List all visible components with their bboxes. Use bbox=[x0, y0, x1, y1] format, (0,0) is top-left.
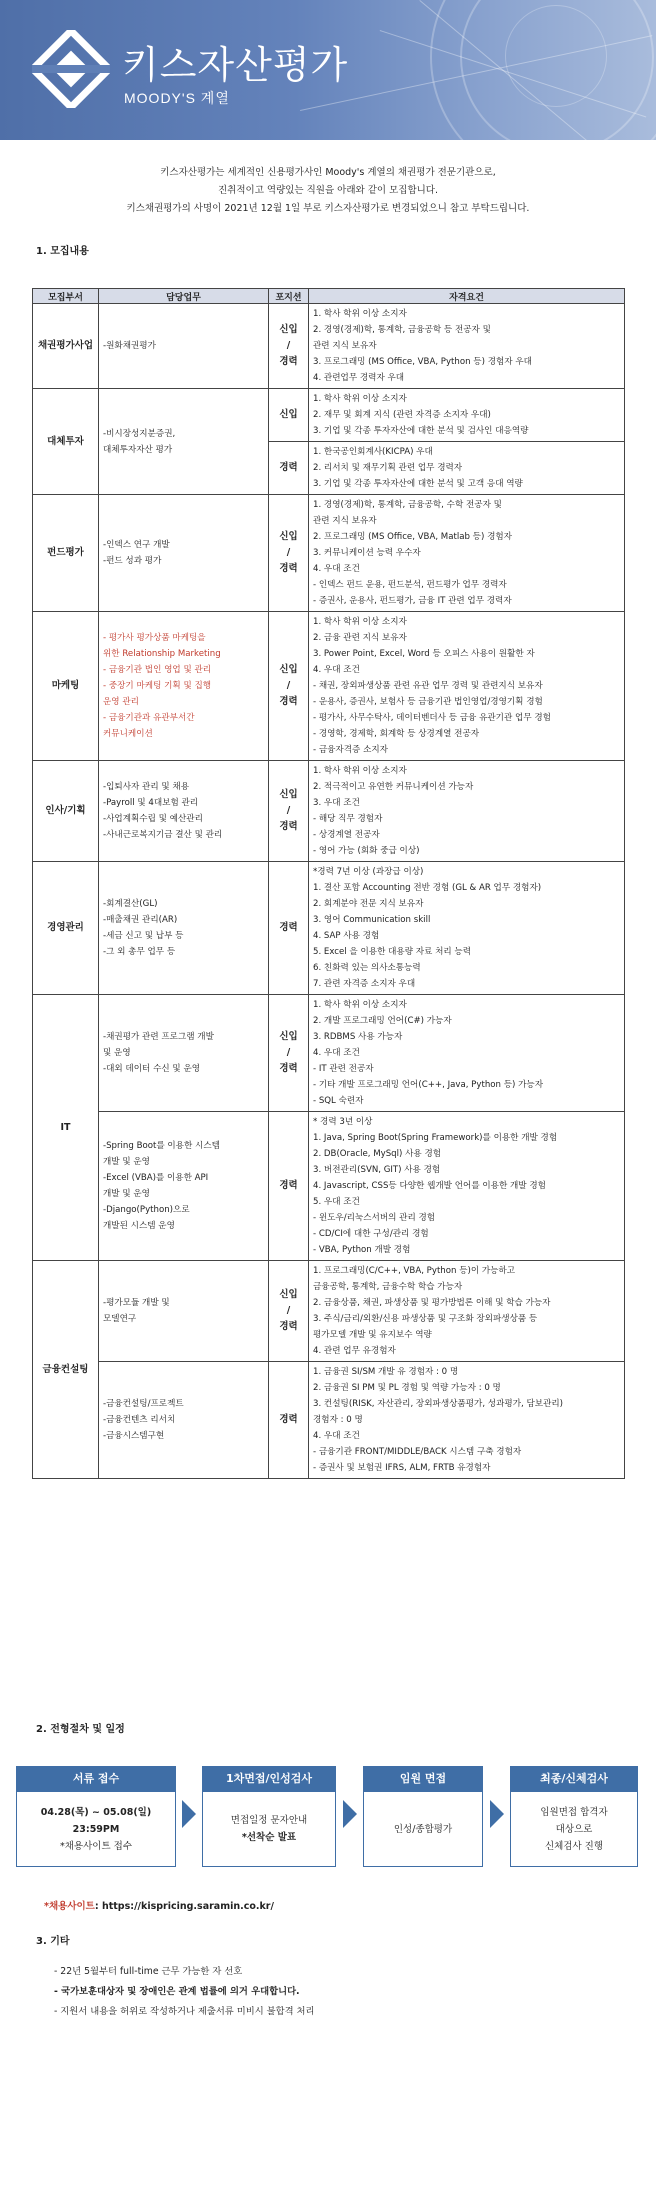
requirement-line: 2. 금융 관련 지식 보유자 bbox=[313, 633, 407, 643]
header-duty: 담당업무 bbox=[99, 289, 269, 304]
process-step-line: 04.28(목) ~ 05.08(일) 23:59PM bbox=[40, 1806, 152, 1835]
requirement-line: 3. 컨설팅(RISK, 자산관리, 장외파생상품평가, 성과평가, 담보관리) bbox=[313, 1399, 564, 1409]
requirement-line: 3. 영어 Communication skill bbox=[313, 915, 431, 925]
position-line: 경력 bbox=[279, 1414, 298, 1425]
position-cell bbox=[269, 995, 309, 1112]
requirement-line: 2. 경영(경제)학, 통계학, 금융공학 등 전공자 및 bbox=[313, 325, 491, 335]
etc-item: - 국가보훈대상자 및 장애인은 관계 법률에 의거 우대합니다. bbox=[54, 1986, 300, 1997]
duty-line: -비시장성지분증권, bbox=[103, 428, 176, 439]
table-row bbox=[33, 612, 625, 761]
position-line: 신입 bbox=[279, 409, 298, 420]
requirement-line: 2. 금융권 SI PM 및 PL 경험 및 역량 가능자 : 0 명 bbox=[313, 1383, 501, 1393]
dept-cell: 금융컨설팅 bbox=[33, 1261, 99, 1479]
requirement-line: 3. 우대 조건 bbox=[313, 798, 360, 808]
duty-line: -대외 데이터 수신 및 운영 bbox=[103, 1064, 201, 1074]
etc-item: - 지원서 내용을 허위로 작성하거나 제출서류 미비시 불합격 처리 bbox=[54, 2006, 315, 2017]
requirements-cell bbox=[309, 1261, 625, 1362]
process-step-title: 1차면접/인성검사 bbox=[202, 1766, 336, 1792]
requirements-cell bbox=[309, 442, 625, 495]
requirement-line: 4. 우대 조건 bbox=[313, 1431, 360, 1441]
requirement-line: - 금융기관 FRONT/MIDDLE/BACK 시스템 구축 경험자 bbox=[313, 1447, 522, 1457]
duty-cell bbox=[99, 612, 269, 761]
intro-line: 키스채권평가의 사명이 2021년 12월 1일 부로 키스자산평가로 변경되었으니 참고 부탁드립니다. bbox=[126, 203, 530, 214]
duty-line: 개발된 시스템 운영 bbox=[103, 1221, 175, 1231]
requirement-line: 1. 학사 학위 이상 소지자 bbox=[313, 1000, 407, 1010]
requirement-line: - 상경계열 전공자 bbox=[313, 830, 380, 840]
dept-cell: 마케팅 bbox=[33, 612, 99, 761]
process-step-body bbox=[510, 1792, 638, 1867]
brand-title: 키스자산평가 bbox=[122, 43, 349, 87]
position-cell bbox=[269, 442, 309, 495]
requirement-line: 3. 주식/금리/외환/신용 파생상품 및 구조화 장외파생상품 등 bbox=[313, 1314, 538, 1324]
duty-line: 커뮤니케이션 bbox=[103, 729, 153, 739]
duty-line: -Django(Python)으로 bbox=[103, 1205, 190, 1215]
table-row bbox=[33, 1112, 625, 1261]
requirement-line: 4. SAP 사용 경험 bbox=[313, 931, 380, 941]
duty-line: -회계결산(GL) bbox=[103, 899, 158, 909]
duty-cell bbox=[99, 862, 269, 995]
section-title-etc: 3. 기타 bbox=[36, 1936, 70, 1947]
duty-line: -Spring Boot를 이용한 시스템 bbox=[103, 1141, 220, 1151]
requirement-line: 평가모델 개발 및 유지보수 역량 bbox=[313, 1330, 432, 1340]
duty-line: 개발 및 운영 bbox=[103, 1189, 150, 1199]
duty-line: 모델연구 bbox=[103, 1314, 137, 1324]
process-step-2 bbox=[202, 1766, 336, 1867]
requirement-line: 3. Power Point, Excel, Word 등 오피스 사용이 원활한 자 bbox=[313, 649, 535, 659]
position-line: 경력 bbox=[279, 356, 298, 367]
duty-line: 대체투자자산 평가 bbox=[103, 444, 173, 455]
position-cell bbox=[269, 495, 309, 612]
requirement-line: 관련 지식 보유자 bbox=[313, 516, 377, 526]
section-title-recruit: 1. 모집내용 bbox=[36, 246, 89, 257]
intro-line: 진취적이고 역량있는 직원을 아래와 같이 모집합니다. bbox=[217, 185, 438, 196]
duty-line: - 금융기관 법인 영업 및 관리 bbox=[103, 665, 212, 675]
requirement-line: 7. 관련 자격증 소지자 우대 bbox=[313, 979, 416, 989]
table-header-row bbox=[33, 289, 625, 304]
arrow-right-icon bbox=[182, 1800, 196, 1828]
position-line: / bbox=[286, 680, 291, 691]
requirement-line: * 경력 3년 이상 bbox=[313, 1117, 373, 1127]
etc-item: - 22년 5월부터 full-time 근무 가능한 자 선호 bbox=[54, 1966, 243, 1977]
process-step-title: 서류 접수 bbox=[16, 1766, 176, 1792]
requirement-line: 금융공학, 통계학, 금융수학 학습 가능자 bbox=[313, 1282, 463, 1292]
dept-cell: 인사/기획 bbox=[33, 761, 99, 862]
duty-line: 위한 Relationship Marketing bbox=[103, 649, 221, 659]
position-cell bbox=[269, 862, 309, 995]
header-banner bbox=[0, 0, 656, 140]
duty-line: -원화채권평가 bbox=[103, 341, 156, 351]
intro-line: 키스자산평가는 세계적인 신용평가사인 Moody's 계열의 채권평가 전문기관으로, bbox=[160, 167, 496, 178]
position-line: 신입 bbox=[279, 531, 298, 542]
requirement-line: 1. 한국공인회계사(KICPA) 우대 bbox=[313, 447, 433, 457]
requirement-line: 4. Javascript, CSS등 다양한 웹개발 언어를 이용한 개발 경험 bbox=[313, 1181, 546, 1191]
table-row bbox=[33, 862, 625, 995]
requirement-line: - 채권, 장외파생상품 관련 유관 업무 경력 및 관련지식 보유자 bbox=[313, 681, 543, 691]
requirements-cell bbox=[309, 761, 625, 862]
duty-cell bbox=[99, 304, 269, 389]
process-step-line: 신체검사 진행 bbox=[544, 1840, 604, 1852]
process-step-1 bbox=[16, 1766, 176, 1867]
dept-cell: 경영관리 bbox=[33, 862, 99, 995]
table-row bbox=[33, 995, 625, 1112]
requirements-cell bbox=[309, 862, 625, 995]
requirement-line: 1. Java, Spring Boot(Spring Framework)를 이용한 개발 경험 bbox=[313, 1133, 558, 1143]
recruitment-table bbox=[32, 288, 625, 1479]
position-line: 신입 bbox=[279, 1289, 298, 1300]
process-step-4 bbox=[510, 1766, 638, 1867]
requirement-line: 2. 재무 및 회계 지식 (관련 자격증 소지자 우대) bbox=[313, 410, 491, 420]
requirements-cell bbox=[309, 1112, 625, 1261]
requirement-line: 5. Excel 을 이용한 대용량 자료 처리 능력 bbox=[313, 947, 472, 957]
position-line: 경력 bbox=[279, 1180, 298, 1191]
position-line: 경력 bbox=[279, 922, 298, 933]
requirement-line: - 금융자격증 소지자 bbox=[313, 745, 388, 755]
duty-line: 및 운영 bbox=[103, 1048, 131, 1058]
dept-cell: IT bbox=[33, 995, 99, 1261]
requirement-line: - 증권사 및 보험권 IFRS, ALM, FRTB 유경험자 bbox=[313, 1463, 491, 1473]
table-row bbox=[33, 1362, 625, 1479]
requirement-line: 2. 금융상품, 채권, 파생상품 및 평가방법론 이해 및 학습 가능자 bbox=[313, 1298, 551, 1308]
header-dept: 모집부서 bbox=[33, 289, 99, 304]
process-step-body bbox=[16, 1792, 176, 1867]
table-row bbox=[33, 495, 625, 612]
duty-cell bbox=[99, 1261, 269, 1362]
requirement-line: - 영어 가능 (회화 중급 이상) bbox=[313, 846, 420, 856]
position-cell bbox=[269, 389, 309, 442]
requirement-line: - 윈도우/리눅스서버의 관리 경험 bbox=[313, 1213, 436, 1223]
requirement-line: 1. 결산 포함 Accounting 전반 경험 (GL & AR 업무 경험자) bbox=[313, 883, 542, 893]
dept-cell: 펀드평가 bbox=[33, 495, 99, 612]
position-line: 경력 bbox=[279, 821, 298, 832]
requirement-line: 4. 관련 업무 유경험자 bbox=[313, 1346, 396, 1356]
requirement-line: 1. 학사 학위 이상 소지자 bbox=[313, 766, 407, 776]
requirement-line: 6. 친화력 있는 의사소통능력 bbox=[313, 963, 421, 973]
requirements-cell bbox=[309, 304, 625, 389]
process-step-line: 인성/종합평가 bbox=[393, 1823, 453, 1835]
requirement-line: 3. 프로그래밍 (MS Office, VBA, Python 등) 경험자 우대 bbox=[313, 357, 532, 367]
recruit-site-link[interactable]: : https://kispricing.saramin.co.kr/ bbox=[94, 1901, 274, 1912]
process-step-line: 면접일정 문자안내 bbox=[230, 1815, 308, 1826]
duty-cell bbox=[99, 495, 269, 612]
position-line: 경력 bbox=[279, 1063, 298, 1074]
process-step-3 bbox=[363, 1766, 483, 1867]
requirement-line: 1. 학사 학위 이상 소지자 bbox=[313, 617, 407, 627]
section-title-process: 2. 전형절차 및 일정 bbox=[36, 1724, 125, 1735]
requirement-line: - VBA, Python 개발 경험 bbox=[313, 1245, 411, 1255]
requirement-line: 3. 버전관리(SVN, GIT) 사용 경험 bbox=[313, 1165, 441, 1175]
requirement-line: - IT 관련 전공자 bbox=[313, 1064, 374, 1074]
header-requirements: 자격요건 bbox=[309, 289, 625, 304]
position-line: / bbox=[286, 1305, 291, 1316]
requirement-line: 1. 프로그래밍(C/C++, VBA, Python 등)이 가능하고 bbox=[313, 1266, 516, 1276]
duty-cell bbox=[99, 1112, 269, 1261]
recruit-site-label: *채용사이트 bbox=[44, 1901, 95, 1912]
position-cell bbox=[269, 304, 309, 389]
duty-cell bbox=[99, 761, 269, 862]
process-step-line: *선착순 발표 bbox=[241, 1832, 297, 1843]
table-row bbox=[33, 389, 625, 442]
requirement-line: 2. 개발 프로그래밍 언어(C#) 가능자 bbox=[313, 1016, 452, 1026]
requirement-line: 2. 회계분야 전문 지식 보유자 bbox=[313, 899, 424, 909]
duty-line: -사내근로복지기금 결산 및 관리 bbox=[103, 830, 223, 840]
requirement-line: 4. 우대 조건 bbox=[313, 564, 360, 574]
requirement-line: 3. 커뮤니케이션 능력 우수자 bbox=[313, 548, 421, 558]
requirement-line: 2. DB(Oracle, MySql) 사용 경험 bbox=[313, 1149, 442, 1159]
position-line: / bbox=[286, 1047, 291, 1058]
requirement-line: - CD/CI에 대한 구성/관리 경험 bbox=[313, 1229, 429, 1239]
requirement-line: 2. 프로그래밍 (MS Office, VBA, Matlab 등) 경험자 bbox=[313, 532, 512, 542]
requirement-line: 4. 관련업무 경력자 우대 bbox=[313, 373, 405, 383]
duty-line: -그 외 총무 업무 등 bbox=[103, 947, 176, 957]
requirement-line: - 평가사, 사무수탁사, 데이터벤더사 등 금융 유관기관 업무 경험 bbox=[313, 713, 551, 723]
duty-line: -세금 신고 및 납부 등 bbox=[103, 931, 184, 941]
requirement-line: *경력 7년 이상 (과장급 이상) bbox=[313, 867, 424, 877]
requirements-cell bbox=[309, 1362, 625, 1479]
position-line: / bbox=[286, 547, 291, 558]
intro-text bbox=[0, 164, 656, 218]
recruit-site bbox=[44, 1898, 274, 1912]
duty-line: 개발 및 운영 bbox=[103, 1157, 150, 1167]
process-step-body bbox=[363, 1792, 483, 1867]
brand-subtitle: MOODY'S 계열 bbox=[124, 90, 230, 106]
requirement-line: - 증권사, 운용사, 펀드평가, 금융 IT 관련 업무 경력자 bbox=[313, 596, 512, 606]
position-line: 신입 bbox=[279, 664, 298, 675]
position-cell bbox=[269, 1362, 309, 1479]
duty-cell bbox=[99, 1362, 269, 1479]
kis-logo-icon bbox=[32, 30, 110, 108]
process-flow bbox=[16, 1766, 640, 1876]
process-step-line: 대상으로 bbox=[555, 1823, 593, 1835]
position-line: 신입 bbox=[279, 1031, 298, 1042]
duty-line: -펀드 성과 평가 bbox=[103, 556, 162, 566]
requirements-cell bbox=[309, 389, 625, 442]
position-line: 경력 bbox=[279, 1321, 298, 1332]
dept-cell: 대체투자 bbox=[33, 389, 99, 495]
position-cell bbox=[269, 1261, 309, 1362]
requirement-line: 2. 적극적이고 유연한 커뮤니케이션 가능자 bbox=[313, 782, 474, 792]
requirement-line: - SQL 숙련자 bbox=[313, 1096, 364, 1106]
table-row bbox=[33, 761, 625, 862]
requirement-line: 3. 기업 및 각종 투자자산에 대한 분석 및 고객 응대 역량 bbox=[313, 479, 523, 489]
position-line: 경력 bbox=[279, 696, 298, 707]
position-line: / bbox=[286, 340, 291, 351]
duty-line: -금융시스템구현 bbox=[103, 1431, 165, 1441]
requirements-cell bbox=[309, 495, 625, 612]
requirement-line: 4. 우대 조건 bbox=[313, 665, 360, 675]
table-row bbox=[33, 304, 625, 389]
duty-line: 운영 관리 bbox=[103, 697, 139, 707]
duty-line: - 중장기 마케팅 기획 및 집행 bbox=[103, 681, 212, 691]
position-line: / bbox=[286, 805, 291, 816]
duty-line: -Excel (VBA)를 이용한 API bbox=[103, 1173, 209, 1183]
header-position: 포지션 bbox=[269, 289, 309, 304]
duty-line: -금융컨텐츠 리서치 bbox=[103, 1415, 176, 1425]
requirement-line: 3. 기업 및 각종 투자자산에 대한 분석 및 검사인 대응역량 bbox=[313, 426, 529, 436]
requirement-line: 관련 지식 보유자 bbox=[313, 341, 377, 351]
requirement-line: 5. 우대 조건 bbox=[313, 1197, 360, 1207]
duty-line: -인덱스 연구 개발 bbox=[103, 540, 170, 550]
process-step-title: 최종/신체검사 bbox=[510, 1766, 638, 1792]
requirement-line: - 운용사, 증권사, 보험사 등 금융기관 법인영업/경영기획 경험 bbox=[313, 697, 543, 707]
requirement-line: 4. 우대 조건 bbox=[313, 1048, 360, 1058]
etc-list bbox=[54, 1962, 315, 2022]
process-step-body bbox=[202, 1792, 336, 1867]
table-row bbox=[33, 1261, 625, 1362]
requirement-line: - 인덱스 펀드 운용, 펀드분석, 펀드평가 업무 경력자 bbox=[313, 580, 507, 590]
requirement-line: 1. 학사 학위 이상 소지자 bbox=[313, 394, 407, 404]
duty-line: -평가모듈 개발 및 bbox=[103, 1298, 170, 1308]
requirement-line: 1. 금융권 SI/SM 개발 유 경험자 : 0 명 bbox=[313, 1367, 459, 1377]
position-line: 경력 bbox=[279, 563, 298, 574]
arrow-right-icon bbox=[343, 1800, 357, 1828]
duty-line: - 금융기관과 유관부서간 bbox=[103, 713, 195, 723]
duty-cell bbox=[99, 389, 269, 495]
position-cell bbox=[269, 612, 309, 761]
arrow-right-icon bbox=[490, 1800, 504, 1828]
requirements-cell bbox=[309, 995, 625, 1112]
duty-line: -입퇴사자 관리 및 채용 bbox=[103, 782, 190, 792]
requirement-line: - 경영학, 경제학, 회계학 등 상경계열 전공자 bbox=[313, 729, 480, 739]
duty-line: -금융컨설팅/프로젝트 bbox=[103, 1399, 184, 1409]
dept-cell: 채권평가사업 bbox=[33, 304, 99, 389]
position-line: 경력 bbox=[279, 462, 298, 473]
duty-line: -매출채권 관리(AR) bbox=[103, 915, 178, 925]
duty-line: -채권평가 관련 프로그램 개발 bbox=[103, 1032, 214, 1042]
requirement-line: 2. 리서치 및 재무기획 관련 업무 경력자 bbox=[313, 463, 463, 473]
requirements-cell bbox=[309, 612, 625, 761]
position-cell bbox=[269, 1112, 309, 1261]
requirement-line: 3. RDBMS 사용 가능자 bbox=[313, 1032, 403, 1042]
position-line: 신입 bbox=[279, 789, 298, 800]
duty-line: -Payroll 및 4대보험 관리 bbox=[103, 798, 199, 808]
requirement-line: - 해당 직무 경험자 bbox=[313, 814, 383, 824]
process-step-line: 임원면접 합격자 bbox=[540, 1806, 608, 1818]
position-cell bbox=[269, 761, 309, 862]
process-step-line: *채용사이트 접수 bbox=[59, 1840, 132, 1852]
duty-line: - 평가사 평가상품 마케팅을 bbox=[103, 633, 206, 643]
requirement-line: 1. 경영(경제)학, 통계학, 금융공학, 수학 전공자 및 bbox=[313, 500, 502, 510]
process-step-title: 임원 면접 bbox=[363, 1766, 483, 1792]
position-line: 신입 bbox=[279, 324, 298, 335]
requirement-line: 1. 학사 학위 이상 소지자 bbox=[313, 309, 407, 319]
duty-cell bbox=[99, 995, 269, 1112]
requirement-line: - 기타 개발 프로그래밍 언어(C++, Java, Python 등) 가능자 bbox=[313, 1080, 543, 1090]
duty-line: -사업계획수립 및 예산관리 bbox=[103, 814, 203, 824]
requirement-line: 경험자 : 0 명 bbox=[313, 1415, 363, 1425]
